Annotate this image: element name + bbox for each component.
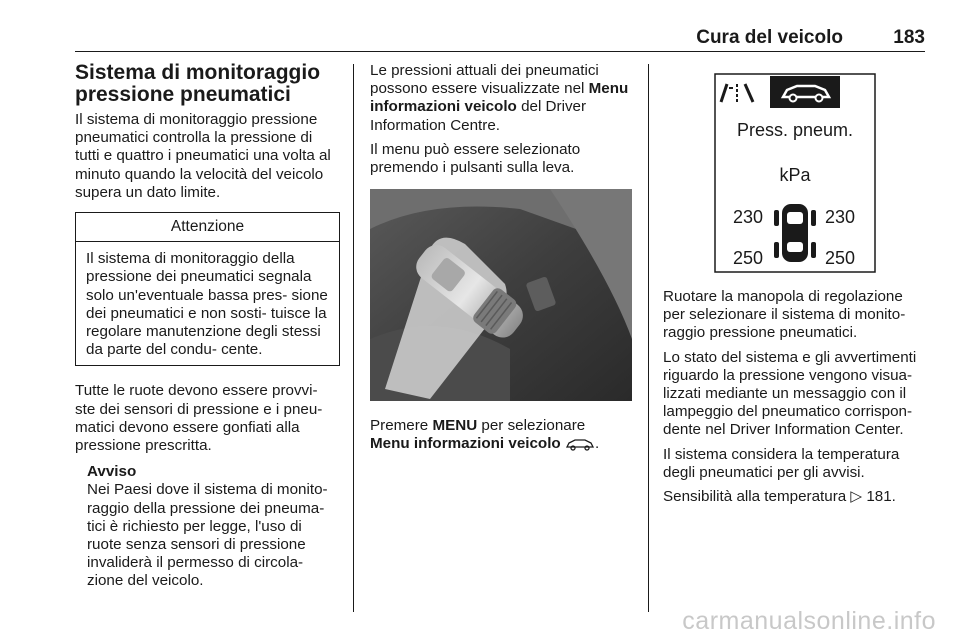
rear-right-pressure: 250 xyxy=(825,248,856,268)
text-run: Sensibilità alla temperatura xyxy=(663,488,851,506)
tire-pressure-display xyxy=(663,66,928,276)
display-unit: kPa xyxy=(779,165,811,185)
text-run: Premere xyxy=(370,417,433,435)
car-icon xyxy=(565,437,595,451)
text-run: del Driver Information Centre. xyxy=(370,98,587,134)
select-system-paragraph: Ruotare la manopola di regolazione per selezionare il sistema di monito- raggio pressione pneumatici. xyxy=(663,288,906,342)
note-title: Avviso xyxy=(87,463,137,481)
sensitivity-paragraph xyxy=(663,488,928,506)
column-divider xyxy=(353,64,354,612)
column-right xyxy=(663,62,928,512)
page-title: Sistema di monitoraggio pressione pneumatici xyxy=(75,61,321,106)
warning-title: Attenzione xyxy=(76,213,339,242)
watermark: carmanualsonline.info xyxy=(682,607,936,635)
page-header xyxy=(75,27,925,52)
warning-box xyxy=(75,212,340,366)
display-label: Press. pneum. xyxy=(736,120,854,140)
text-run: Le pressioni attuali dei pneumatici possono essere visualizzate nel xyxy=(370,62,599,98)
column-middle xyxy=(370,62,632,460)
section-title: Cura del veicolo xyxy=(696,27,843,48)
column-divider xyxy=(648,64,649,612)
front-right-pressure: 230 xyxy=(825,207,856,227)
menu-select-paragraph: Il menu può essere selezionato premendo i pulsanti sulla leva. xyxy=(370,140,581,177)
text-run: per selezionare xyxy=(477,417,586,435)
menu-name: Menu informazioni veicolo xyxy=(370,435,561,453)
current-pressure-paragraph xyxy=(370,62,632,135)
warning-text: Il sistema di monitoraggio della pressione dei pneumatici segnala solo un'eventuale bassa pres- sione dei pneumatici e non sosti- tuisce la regolare manutenzione degli stessi da parte del condu- cente. xyxy=(86,250,328,359)
temperature-paragraph: Il sistema considera la temperatura degli pneumatici per gli avvisi. xyxy=(663,445,900,481)
text-run: . xyxy=(594,435,600,453)
page-ref-arrow-icon: ▷ xyxy=(850,488,863,506)
menu-name: Menu informazioni veicolo xyxy=(370,80,629,116)
status-paragraph: Lo stato del sistema e gli avvertimenti riguardo la pressione vengono visua- lizzati mediante un messaggio con il lampeggio del pneumatico corrispon- dente nel Driver Information Center. xyxy=(663,348,917,439)
page-number: 183 xyxy=(893,27,925,48)
intro-paragraph: Il sistema di monitoraggio pressione pneumatici controlla la pressione di tutti e quattro i pneumatici una volta al minuto quando la velocità del veicolo supera un dato limite. xyxy=(75,111,331,201)
press-menu-paragraph xyxy=(370,417,632,453)
menu-button-name: MENU xyxy=(432,417,478,435)
rear-left-pressure: 250 xyxy=(733,248,764,268)
front-left-pressure: 230 xyxy=(733,207,764,227)
column-left xyxy=(75,62,340,591)
stalk-photo xyxy=(370,189,632,401)
wheel-sensor-paragraph: Tutte le ruote devono essere provvi- ste dei sensori di pressione e i pneu- matici devono essere gonfiati alla pressione prescritta. xyxy=(75,382,323,455)
note-text: Nei Paesi dove il sistema di monito- raggio della pressione dei pneuma- tici è richiesto per legge, l'uso di ruote senza sensori di pressione invaliderà il permesso di circola- zione del veicolo. xyxy=(87,481,328,590)
note-box xyxy=(75,463,340,590)
page-reference[interactable]: 181. xyxy=(866,488,896,506)
